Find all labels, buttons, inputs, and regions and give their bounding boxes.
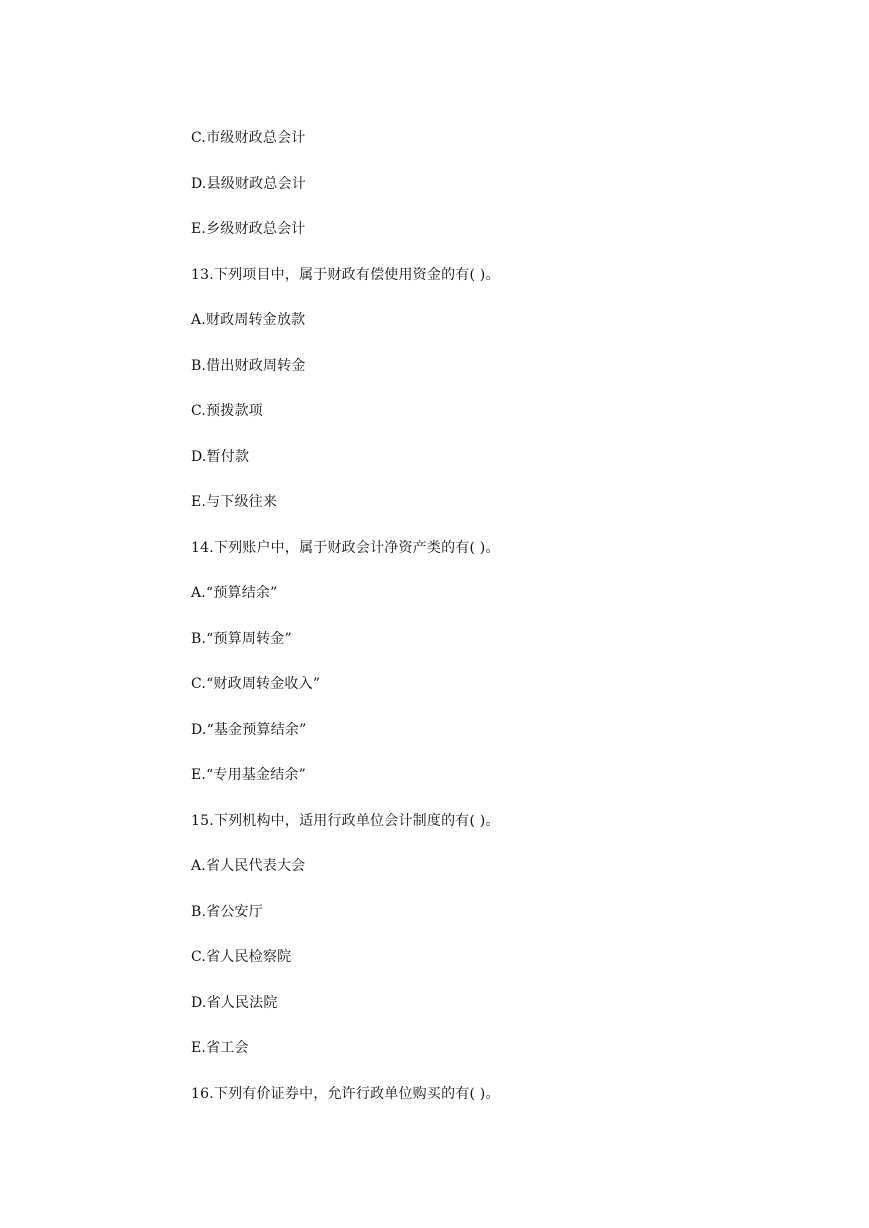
question-16: 16.下列有价证券中，允许行政单位购买的有( )。 [191, 1086, 500, 1102]
option-d-q14: D.“基金预算结余” [191, 722, 307, 738]
option-c-q15: C.省人民检察院 [191, 949, 292, 965]
option-e-q13: E.与下级往来 [191, 494, 278, 510]
option-c-q13: C.预拨款项 [191, 403, 263, 419]
option-c-q12: C.市级财政总会计 [191, 130, 306, 146]
option-b-q13: B.借出财政周转金 [191, 358, 306, 374]
option-e-q12: E.乡级财政总会计 [191, 221, 306, 237]
option-e-q15: E.省工会 [191, 1040, 249, 1056]
option-a-q13: A.财政周转金放款 [191, 312, 306, 328]
option-d-q13: D.暂付款 [191, 449, 250, 465]
option-a-q15: A.省人民代表大会 [191, 858, 306, 874]
question-13: 13.下列项目中，属于财政有偿使用资金的有( )。 [191, 267, 500, 283]
option-b-q15: B.省公安厅 [191, 904, 263, 920]
option-a-q14: A.“预算结余” [191, 585, 278, 601]
option-b-q14: B.“预算周转金” [191, 631, 292, 647]
option-e-q14: E.“专用基金结余” [191, 767, 306, 783]
option-c-q14: C.“财政周转金收入” [191, 676, 321, 692]
option-d-q15: D.省人民法院 [191, 995, 278, 1011]
question-15: 15.下列机构中，适用行政单位会计制度的有( )。 [191, 813, 500, 829]
question-14: 14.下列账户中，属于财政会计净资产类的有( )。 [191, 540, 500, 556]
option-d-q12: D.县级财政总会计 [191, 176, 306, 192]
